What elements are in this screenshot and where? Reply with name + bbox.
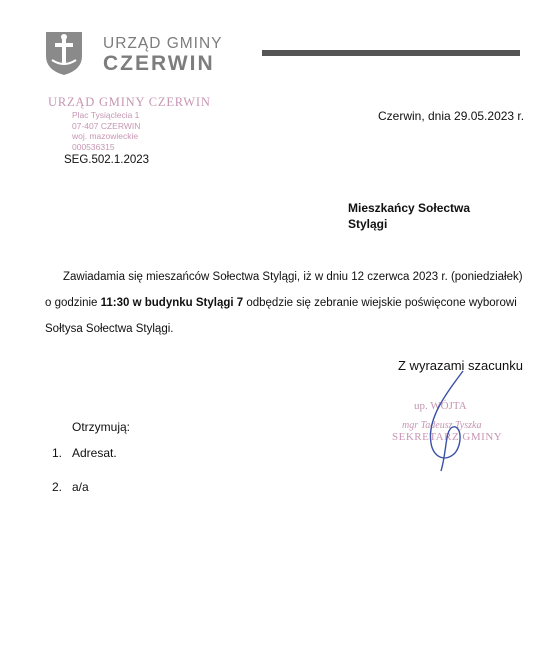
body-text: o godzinie [45, 297, 101, 309]
handwritten-signature [405, 367, 495, 475]
list-item [52, 480, 117, 514]
body-line1: Zawiadamia się mieszańców Sołectwa Stylągi, iż w dniu 12 czerwca 2023 r. (poniedziałek) [63, 271, 523, 283]
list-item-number: 1. [52, 446, 63, 460]
org-name-line1: URZĄD GMINY [103, 35, 223, 52]
list-item-label: a/a [72, 480, 89, 494]
header-divider [262, 50, 520, 56]
signatory-name: mgr Tadeusz Tyszka [402, 420, 482, 431]
body-line3: Sołtysa Sołectwa Stylągi. [45, 323, 174, 335]
stamp-regon: 000536315 [72, 141, 115, 152]
recipients-heading: Otrzymują: [72, 420, 131, 434]
list-item [52, 446, 117, 480]
meeting-place: w budynku Stylągi 7 [129, 297, 244, 309]
addressee [348, 200, 470, 232]
addressee-line1: Mieszkańcy Sołectwa [348, 201, 471, 215]
date-line: Czerwin, dnia 29.05.2023 r. [378, 109, 525, 123]
coat-of-arms-logo [44, 30, 84, 76]
letter-body [45, 264, 523, 342]
closing-phrase: Z wyrazami szacunku [398, 358, 523, 373]
meeting-time: 11:30 [100, 297, 130, 309]
office-stamp [48, 95, 211, 152]
org-name-line2: CZERWIN [103, 52, 215, 75]
stamp-address-street: Plac Tysiąclecia 1 [72, 110, 140, 120]
list-item-number: 2. [52, 480, 63, 494]
body-text: odbędzie się zebranie wiejskie poświęcone wyborowi [243, 297, 517, 309]
stamp-voivodeship: woj. mazowieckie [72, 131, 139, 141]
list-item-label: Adresat. [72, 446, 117, 460]
reference-number: SEG.502.1.2023 [64, 154, 150, 166]
body-line2 [45, 290, 523, 316]
signatory-title: SEKRETARZ GMINY [392, 431, 503, 443]
signature-authority: up. WÓJTA [414, 400, 467, 412]
stamp-address-city: 07-407 CZERWIN [72, 120, 141, 131]
stamp-office-name: URZĄD GMINY CZERWIN [48, 95, 211, 109]
recipients-list [52, 446, 117, 514]
addressee-line2: Stylągi [348, 217, 388, 231]
